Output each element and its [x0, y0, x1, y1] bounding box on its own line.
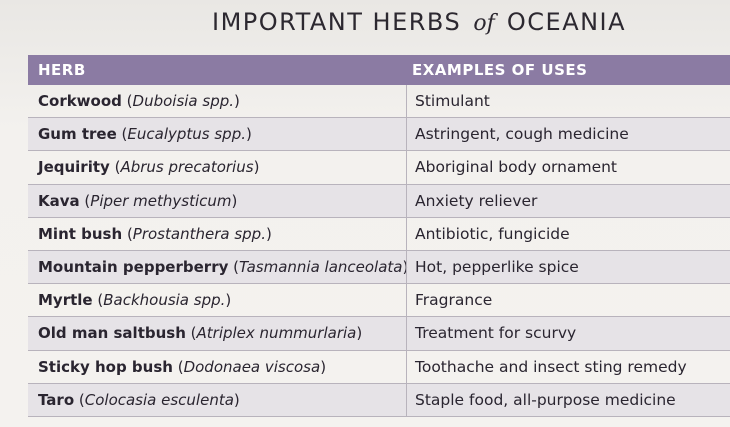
- herb-cell: [28, 158, 406, 176]
- paren-close: ): [356, 324, 363, 343]
- herb-scientific-suffix: spp.: [209, 125, 246, 144]
- herb-common-name: Myrtle: [38, 291, 93, 310]
- herb-cell: [28, 258, 409, 277]
- paren-close: ): [265, 224, 272, 243]
- use-cell: Aboriginal body ornament: [406, 151, 617, 183]
- paren-close: ): [231, 191, 238, 210]
- title-of: of: [473, 11, 495, 36]
- herb-cell: [28, 225, 406, 243]
- herb-cell: [28, 324, 406, 342]
- herb-scientific-name: Tasmannia lanceolata: [239, 258, 403, 277]
- use-cell: Toothache and insect sting remedy: [406, 351, 687, 383]
- herb-common-name: Corkwood: [38, 92, 122, 111]
- herb-scientific-name: Duboisia: [132, 92, 198, 111]
- paren-open: (: [172, 357, 184, 376]
- paren-close: ): [234, 92, 240, 111]
- herb-scientific-name: Eucalyptus: [127, 125, 210, 144]
- table-header: [28, 55, 730, 85]
- herb-scientific-name: Atriplex nummurlaria: [196, 324, 357, 343]
- herb-common-name: Old man saltbush: [38, 324, 186, 343]
- use-cell: Treatment for scurvy: [406, 317, 576, 349]
- herb-common-name: Taro: [38, 390, 75, 409]
- table-row: [28, 351, 730, 384]
- use-cell: Staple food, all-purpose medicine: [406, 384, 676, 416]
- table-row: [28, 185, 730, 218]
- paren-open: (: [79, 191, 91, 210]
- herb-common-name: Jequirity: [38, 158, 110, 177]
- paren-open: (: [116, 125, 128, 144]
- herb-scientific-suffix: spp.: [229, 224, 266, 243]
- herb-common-name: Kava: [38, 191, 80, 210]
- herb-cell: [28, 291, 406, 309]
- paren-close: ): [246, 125, 252, 144]
- table-row: [28, 85, 730, 118]
- title-part-2: OCEANIA: [506, 8, 627, 36]
- use-cell: Astringent, cough medicine: [406, 118, 629, 150]
- herb-cell: [28, 391, 406, 409]
- herb-scientific-suffix: spp.: [189, 291, 226, 310]
- page-title: [212, 8, 626, 36]
- paren-close: ): [320, 357, 327, 376]
- table-row: [28, 218, 730, 251]
- table-row: [28, 384, 730, 417]
- use-cell: Anxiety reliever: [406, 185, 537, 217]
- paren-close: ): [402, 258, 409, 277]
- paren-open: (: [121, 92, 133, 111]
- paren-open: (: [122, 224, 133, 243]
- herb-scientific-name: Abrus precatorius: [120, 158, 254, 177]
- use-cell: Fragrance: [406, 284, 492, 316]
- table-row: [28, 118, 730, 151]
- paren-close: ): [225, 291, 232, 310]
- herb-scientific-name: Prostanthera: [132, 224, 230, 243]
- table-row: [28, 317, 730, 350]
- paren-open: (: [74, 390, 85, 409]
- use-cell: Hot, pepperlike spice: [406, 251, 579, 283]
- header-herb: HERB: [38, 61, 86, 79]
- paren-open: (: [185, 324, 197, 343]
- herbs-table: [28, 55, 730, 417]
- table-row: [28, 251, 730, 284]
- herb-cell: [28, 358, 406, 376]
- paren-close: ): [233, 390, 240, 409]
- header-uses: EXAMPLES OF USES: [412, 61, 588, 79]
- herb-scientific-suffix: spp.: [197, 92, 235, 111]
- paren-open: (: [109, 158, 121, 177]
- paren-close: ): [253, 158, 260, 177]
- herb-scientific-name: Backhousia: [103, 291, 189, 310]
- paren-open: (: [92, 291, 104, 310]
- herb-common-name: Mountain pepperberry: [38, 258, 229, 277]
- herb-scientific-name: Dodonaea viscosa: [183, 357, 321, 376]
- herb-common-name: Gum tree: [38, 125, 117, 144]
- herb-scientific-name: Piper methysticum: [90, 191, 232, 210]
- title-part-1: IMPORTANT HERBS: [212, 8, 462, 36]
- use-cell: Stimulant: [406, 85, 490, 117]
- herb-common-name: Sticky hop bush: [38, 357, 173, 376]
- herb-scientific-name: Colocasia esculenta: [84, 390, 234, 409]
- use-cell: Antibiotic, fungicide: [406, 218, 570, 250]
- herb-cell: [28, 192, 406, 210]
- table-row: [28, 151, 730, 184]
- herb-common-name: Mint bush: [38, 224, 123, 243]
- table-body: [28, 85, 730, 417]
- paren-open: (: [228, 258, 239, 277]
- table-row: [28, 284, 730, 317]
- herb-cell: [28, 125, 406, 143]
- herb-cell: [28, 92, 406, 110]
